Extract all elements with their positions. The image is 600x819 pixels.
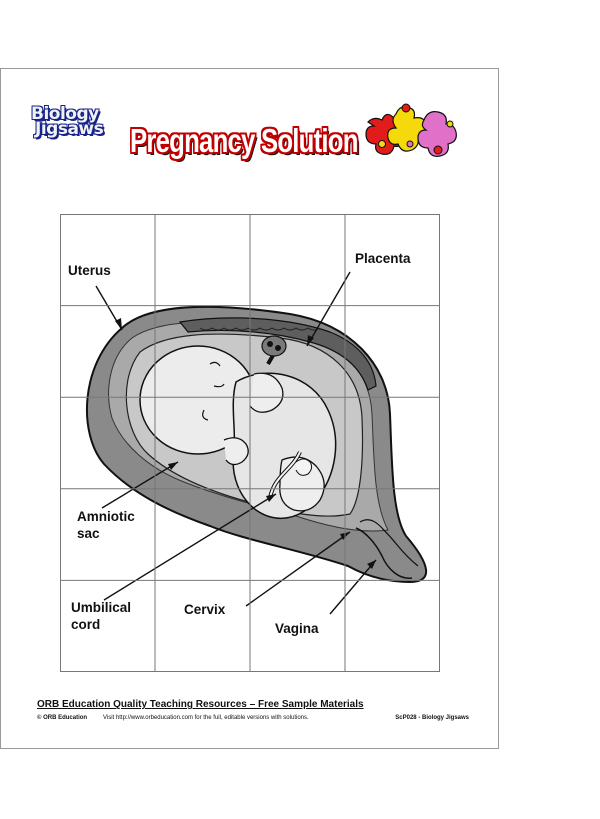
label-uterus: Uterus <box>68 263 111 278</box>
label-amniotic-sac <box>77 508 135 542</box>
page-title: Pregnancy Solution <box>130 122 358 159</box>
label-umbilical-cord <box>71 599 131 633</box>
label-umbilical-line-2: cord <box>71 617 101 632</box>
puzzle-pieces-icon <box>360 100 470 172</box>
label-cervix: Cervix <box>184 602 226 617</box>
label-amniotic-line-2: sac <box>77 526 100 541</box>
brand-line-2: Jigsaws <box>35 119 104 139</box>
label-placenta: Placenta <box>355 251 411 266</box>
label-umbilical-line-1: Umbilical <box>71 600 132 615</box>
footer-copyright: © ORB Education <box>37 715 88 721</box>
footer-visit-text: Visit http://www.orbeducation.com for the full, editable versions with solutions. <box>103 715 309 721</box>
label-vagina: Vagina <box>275 621 319 636</box>
label-amniotic-line-1: Amniotic <box>77 509 135 524</box>
footer-product-code: ScP028 - Biology Jigsaws <box>395 715 469 721</box>
brand-line-1: Biology <box>31 104 99 124</box>
footer-title: ORB Education Quality Teaching Resources – Free Sample Materials <box>37 699 364 710</box>
biology-jigsaws-logo <box>31 104 121 141</box>
